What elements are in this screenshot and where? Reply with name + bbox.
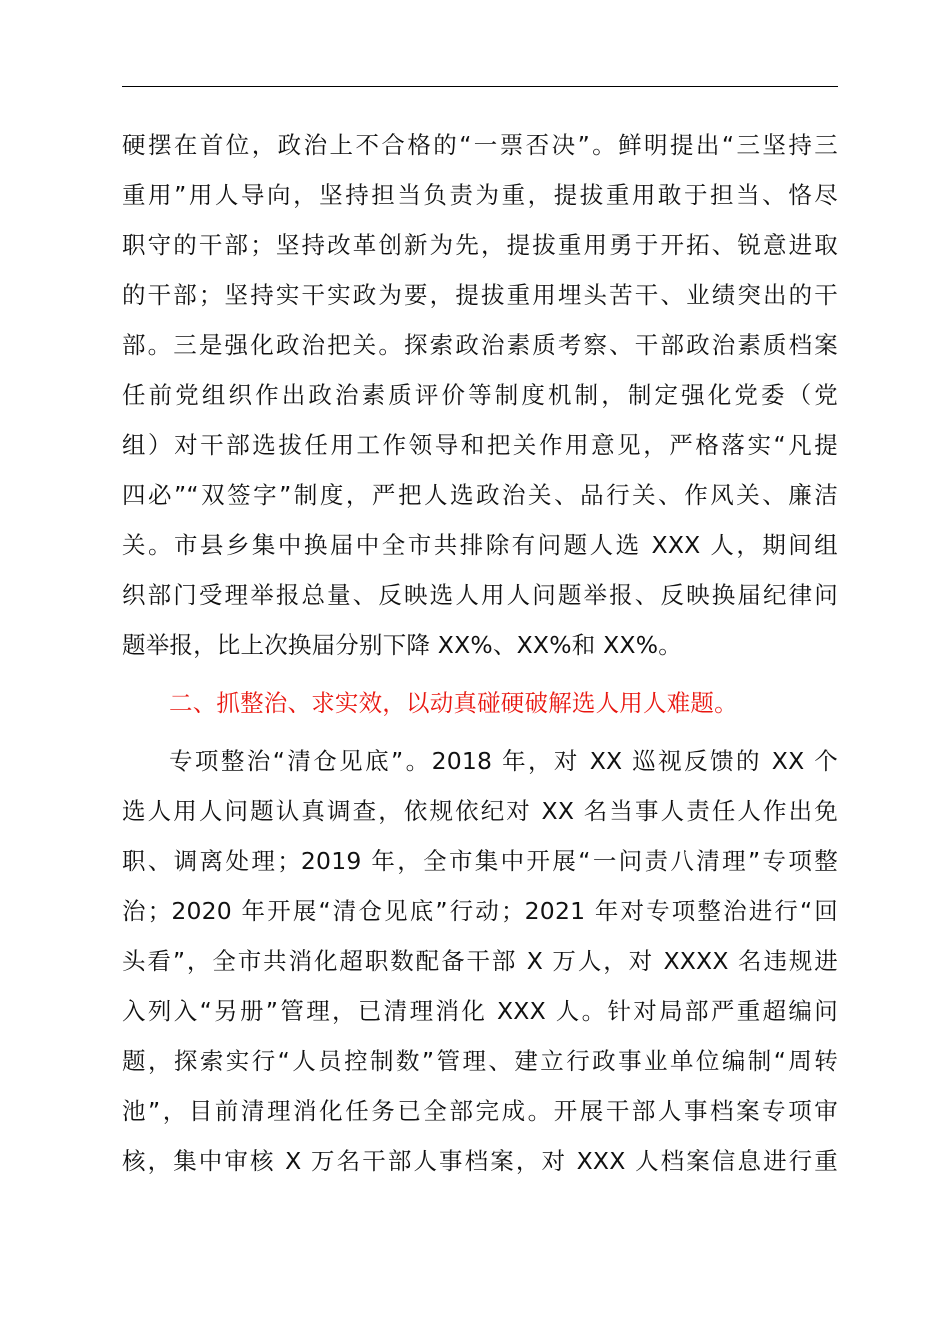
paragraph-line: 织部门受理举报总量、反映选人用人问题举报、反映换届纪律问 xyxy=(122,581,838,609)
paragraph-line: 入列入“另册”管理，已清理消化 XXX 人。针对局部严重超编问 xyxy=(122,997,838,1025)
section-heading: 二、抓整治、求实效，以动真碰硬破解选人用人难题。 xyxy=(169,689,738,717)
paragraph-1 xyxy=(122,120,838,670)
header-rule xyxy=(122,86,838,87)
paragraph-line: 头看”，全市共消化超职数配备干部 X 万人，对 XXXX 名违规进 xyxy=(122,947,838,975)
paragraph-line: 的干部；坚持实干实政为要，提拔重用埋头苦干、业绩突出的干 xyxy=(122,281,838,309)
paragraph-line: 关。市县乡集中换届中全市共排除有问题人选 XXX 人，期间组 xyxy=(122,531,838,559)
paragraph-line: 题举报，比上次换届分别下降 XX%、XX%和 XX%。 xyxy=(122,631,682,659)
paragraph-2 xyxy=(122,736,838,1186)
paragraph-line: 治；2020 年开展“清仓见底”行动；2021 年对专项整治进行“回 xyxy=(122,897,838,925)
paragraph-line: 重用”用人导向，坚持担当负责为重，提拔重用敢于担当、恪尽 xyxy=(122,181,838,209)
paragraph-line: 四必”“双签字”制度，严把人选政治关、品行关、作风关、廉洁 xyxy=(122,481,838,509)
paragraph-line: 池”，目前清理消化任务已全部完成。开展干部人事档案专项审 xyxy=(122,1097,838,1125)
paragraph-line: 组）对干部选拔任用工作领导和把关作用意见，严格落实“凡提 xyxy=(122,431,838,459)
document-body xyxy=(122,120,838,1186)
paragraph-line: 部。三是强化政治把关。探索政治素质考察、干部政治素质档案 xyxy=(122,331,838,359)
paragraph-line: 题，探索实行“人员控制数”管理、建立行政事业单位编制“周转 xyxy=(122,1047,838,1075)
paragraph-line: 选人用人问题认真调查，依规依纪对 XX 名当事人责任人作出免 xyxy=(122,797,838,825)
paragraph-line: 核，集中审核 X 万名干部人事档案，对 XXX 人档案信息进行重 xyxy=(122,1147,838,1175)
paragraph-line: 职守的干部；坚持改革创新为先，提拔重用勇于开拓、锐意进取 xyxy=(122,231,838,259)
paragraph-line: 硬摆在首位，政治上不合格的“一票否决”。鲜明提出“三坚持三 xyxy=(122,131,838,159)
paragraph-line: 专项整治“清仓见底”。2018 年，对 XX 巡视反馈的 XX 个 xyxy=(169,747,838,775)
paragraph-line: 任前党组织作出政治素质评价等制度机制，制定强化党委（党 xyxy=(122,381,838,409)
paragraph-line: 职、调离处理；2019 年，全市集中开展“一问责八清理”专项整 xyxy=(122,847,838,875)
